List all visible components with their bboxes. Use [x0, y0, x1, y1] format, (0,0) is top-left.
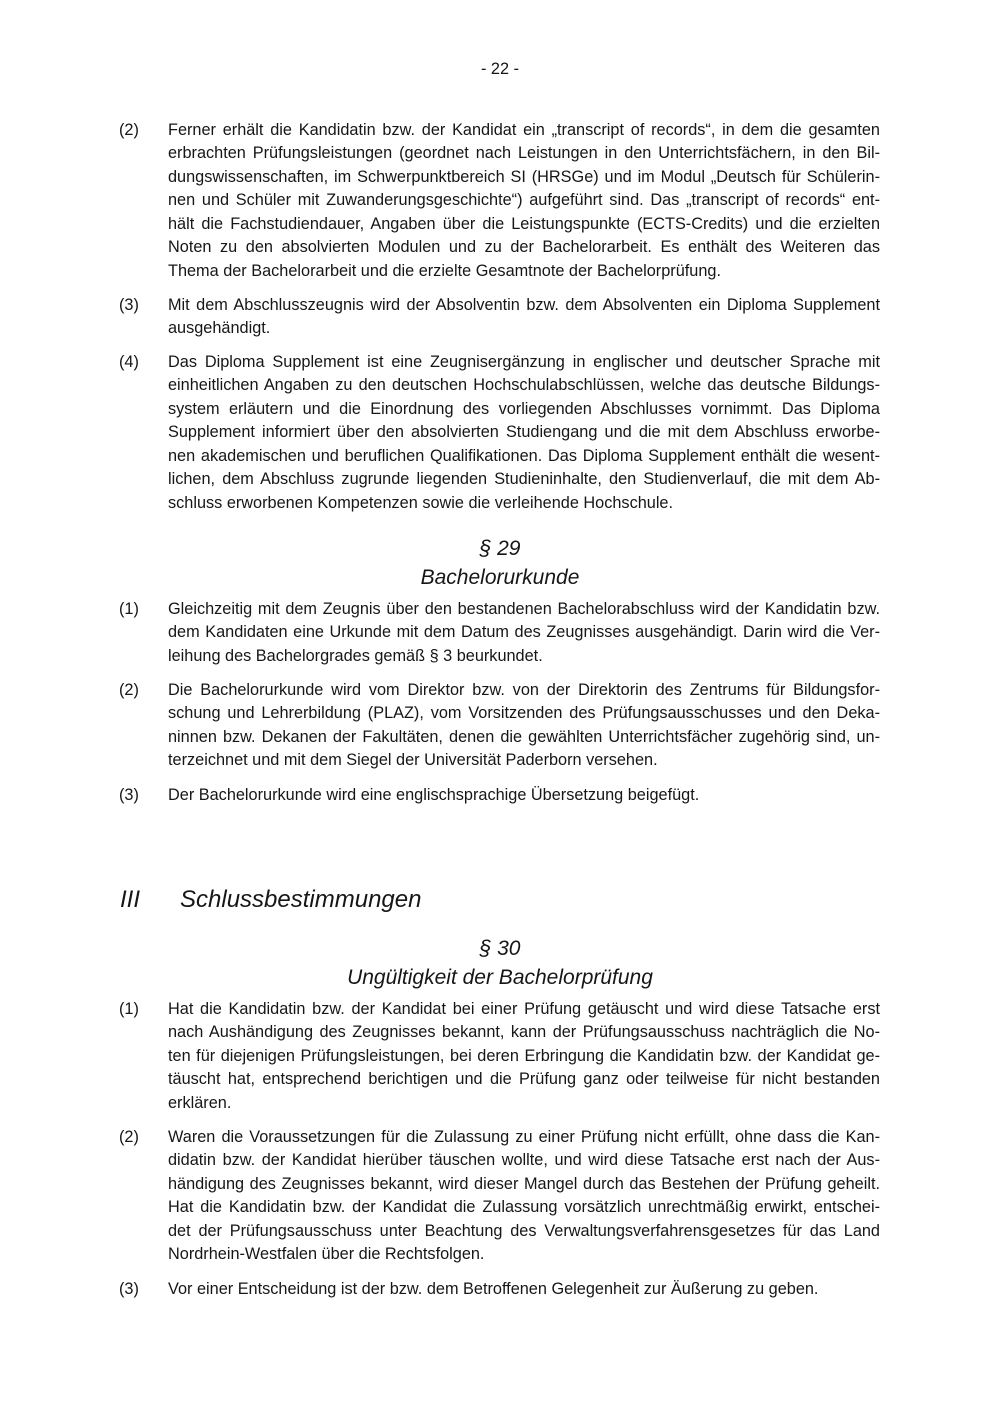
text-line: täuscht hat, entsprechend berichtigen und die Prüfung ganz oder teilweise für nicht bestanden [168, 1070, 880, 1088]
text-line: terzeichnet und mit dem Siegel der Universität Paderborn versehen. [168, 751, 658, 769]
paragraph-text [168, 679, 880, 773]
text-line: Nordrhein-Westfalen über die Rechtsfolgen. [168, 1245, 485, 1263]
paragraph-text [168, 1278, 880, 1302]
text-line: nach Aushändigung des Zeugnisses bekannt, kann der Prüfungsausschuss nachträglich die No- [168, 1023, 880, 1041]
text-line: dem Kandidaten eine Urkunde mit dem Datum des Zeugnisses ausgehändigt. Darin wird die Ver- [168, 623, 880, 641]
paragraph-number: (2) [119, 1127, 139, 1146]
text-line: schung und Lehrerbildung (PLAZ), vom Vorsitzenden des Prüfungsausschusses und den Deka- [168, 704, 880, 722]
text-line: händigung des Zeugnisses bekannt, wird dieser Mangel durch das Bestehen der Prüfung geheilt. [168, 1174, 880, 1193]
text-line: lichen, dem Abschluss zugrunde liegenden Studieninhalte, den Studienverlauf, die mit dem Ab- [168, 470, 880, 488]
text-line: Thema der Bachelorarbeit und die erzielte Gesamtnote der Bachelorprüfung. [168, 261, 721, 280]
text-line: ninnen bzw. Dekanen der Fakultäten, denen die gewählten Unterrichtsfächer zugehörig sind, un- [168, 727, 880, 746]
part-iii-heading [0, 885, 1000, 915]
paragraph-text [168, 294, 880, 341]
text-line: ten für diejenigen Prüfungsleistungen, bei deren Erbringung die Kandidatin bzw. der Kandidat ge- [168, 1046, 880, 1065]
text-line: dungswissenschaften, im Schwerpunktbereich SI (HRSGe) und im Modul „Deutsch für Schülerin- [168, 167, 880, 186]
text-line: Gleichzeitig mit dem Zeugnis über den bestandenen Bachelorabschluss wird der Kandidatin bzw. [168, 599, 880, 618]
text-line: Hat die Kandidatin bzw. der Kandidat die Zulassung vorsätzlich unrechtmäßig erwirkt, entschei- [168, 1198, 880, 1216]
section-symbol: § 30 [479, 936, 521, 960]
paragraph-number: (3) [119, 1279, 139, 1298]
paragraph-number: (1) [119, 999, 139, 1018]
text-line: system erläutern und die Einordnung des vorliegenden Abschlusses vornimmt. Das Diploma [168, 399, 880, 418]
part-numeral: III [120, 886, 141, 913]
section-29-heading [0, 534, 1000, 592]
text-line: Vor einer Entscheidung ist der bzw. dem Betroffenen Gelegenheit zur Äußerung zu geben. [168, 1279, 819, 1298]
text-line: Die Bachelorurkunde wird vom Direktor bzw. von der Direktorin des Zentrums für Bildungsfor- [168, 680, 880, 699]
paragraph-text [168, 598, 880, 669]
text-line: didatin bzw. der Kandidat hierüber täuschen wollte, und wird diese Tatsache erst nach der Aus- [168, 1151, 880, 1169]
paragraph-text [168, 351, 880, 516]
paragraph-number: (2) [119, 680, 139, 699]
text-line: Noten zu den absolvierten Modulen und zu der Bachelorarbeit. Es enthält des Weiteren das [168, 238, 880, 256]
paragraph-number: (3) [119, 785, 139, 804]
text-line: det der Prüfungsausschuss unter Beachtung des Verwaltungsverfahrensgesetzes für das Land [168, 1221, 880, 1240]
text-line: ausgehändigt. [168, 319, 271, 337]
paragraph-text [168, 998, 880, 1116]
paragraph-number: (4) [119, 352, 139, 371]
text-line: erklären. [168, 1093, 232, 1112]
text-line: Waren die Voraussetzungen für die Zulassung zu einer Prüfung nicht erfüllt, ohne dass die Kan- [168, 1127, 880, 1146]
section-30-heading [0, 934, 1000, 992]
text-line: Der Bachelorurkunde wird eine englischsprachige Übersetzung beigefügt. [168, 785, 700, 804]
part-title: Schlussbestimmungen [180, 886, 422, 913]
text-line: einheitlichen Angaben zu den deutschen Hochschulabschlüssen, welche das deutsche Bildungs- [168, 376, 880, 394]
paragraph-number: (1) [119, 599, 139, 618]
text-line: leihung des Bachelorgrades gemäß § 3 beurkundet. [168, 646, 543, 665]
paragraph-text [168, 784, 880, 808]
text-line: nen und Schüler mit Zuwanderungsgeschichte“) aufgeführt sind. Das „transcript of records“ ent- [168, 191, 880, 209]
text-line: nen akademischen und beruflichen Qualifikationen. Das Diploma Supplement enthält die wesent- [168, 446, 880, 465]
text-line: Supplement informiert über den absolvierten Studiengang und die mit dem Abschluss erworbe- [168, 423, 880, 441]
paragraph-text [168, 119, 880, 284]
page-number: - 22 - [480, 60, 519, 78]
text-line: Hat die Kandidatin bzw. der Kandidat bei einer Prüfung getäuscht und wird diese Tatsache erst [168, 999, 880, 1018]
section-title: Bachelorurkunde [420, 565, 580, 589]
text-line: Mit dem Abschlusszeugnis wird der Absolventin bzw. dem Absolventen ein Diploma Supplement [168, 295, 880, 314]
paragraph-number: (3) [119, 295, 139, 314]
section-symbol: § 29 [479, 536, 521, 560]
text-line: Ferner erhält die Kandidatin bzw. der Kandidat ein „transcript of records“, in dem die gesamten [168, 120, 880, 139]
text-line: erbrachten Prüfungsleistungen (geordnet nach Leistungen in den Unterrichtsfächern, in den Bil- [168, 144, 880, 162]
text-line: hält die Fachstudiendauer, Angaben über die Leistungspunkte (ECTS-Credits) und die erzielten [168, 214, 880, 233]
paragraph-text [168, 1126, 880, 1267]
text-line: schluss erworbenen Kompetenzen sowie die verleihende Hochschule. [168, 493, 674, 512]
section-title: Ungültigkeit der Bachelorprüfung [347, 965, 653, 989]
text-line: Das Diploma Supplement ist eine Zeugnisergänzung in englischer und deutscher Sprache mit [168, 352, 880, 371]
paragraph-number: (2) [119, 120, 139, 139]
